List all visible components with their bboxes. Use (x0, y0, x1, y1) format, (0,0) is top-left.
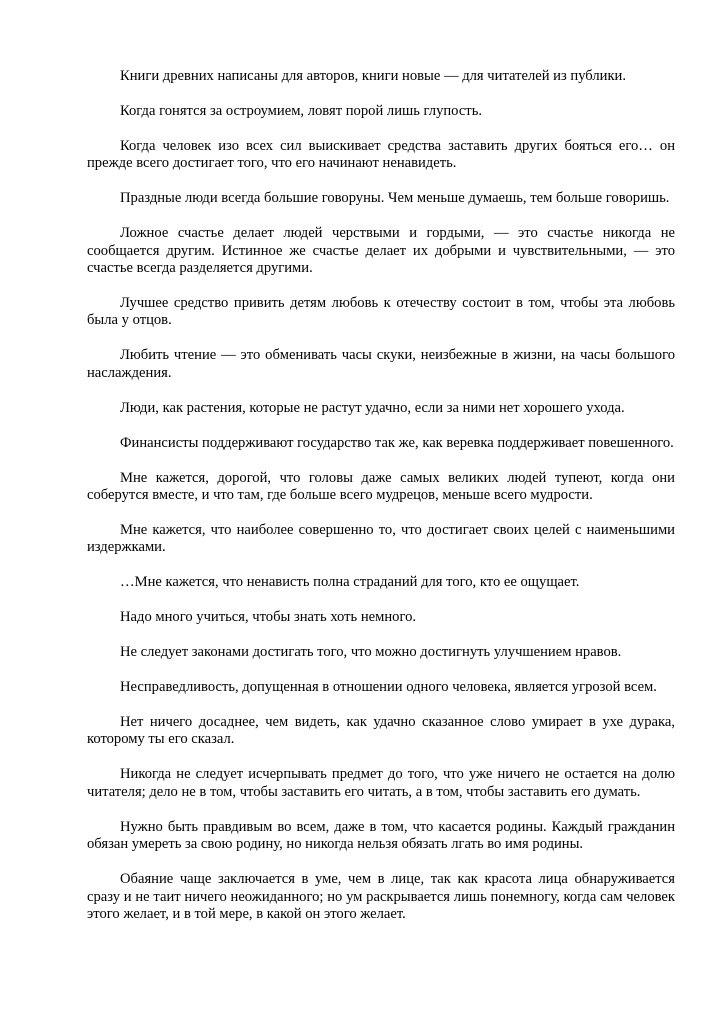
quote-paragraph: …Мне кажется, что ненависть полна страданий для того, кто ее ощущает. (120, 574, 580, 591)
quote-paragraph: Несправедливость, допущенная в отношении одного человека, является угрозой всем. (120, 678, 657, 695)
quote-paragraph: Когда гонятся за остроумием, ловят порой лишь глупость. (120, 102, 482, 119)
quote-paragraph: Лучшее средство привить детям любовь к отечеству состоит в том, чтобы эта любовь была у отцов. (87, 294, 675, 329)
quote-paragraph: Не следует законами достигать того, что можно достигнуть улучшением нравов. (120, 644, 622, 661)
quote-paragraph: Нужно быть правдивым во всем, даже в том, что касается родины. Каждый гражданин обязан умереть за свою родину, но никогда нельзя обязать лгать во имя родины. (87, 818, 675, 853)
quote-paragraph: Мне кажется, что наиболее совершенно то, что достигает своих целей с наименьшими издержками. (87, 521, 675, 556)
quote-paragraph: Ложное счастье делает людей черствыми и гордыми, — это счастье никогда не сообщается другим. Истинное же счастье делает их добрыми и чувствительными, — это счастье всегда разделяется другими. (87, 225, 675, 277)
quote-paragraph: Когда человек изо всех сил выискивает средства заставить других бояться его… он прежде всего достигает того, что его начинают ненавидеть. (87, 137, 675, 172)
quote-paragraph: Никогда не следует исчерпывать предмет до того, что уже ничего не остается на долю читателя; дело не в том, чтобы заставить его читать, а в том, чтобы заставить его думать. (87, 766, 675, 800)
quote-paragraph: Любить чтение — это обменивать часы скуки, неизбежные в жизни, на часы большого наслаждения. (87, 347, 675, 381)
quote-paragraph: Люди, как растения, которые не растут удачно, если за ними нет хорошего ухода. (120, 399, 625, 416)
quote-paragraph: Книги древних написаны для авторов, книги новые — для читателей из публики. (120, 68, 627, 84)
document-page (87, 68, 675, 941)
quote-paragraph: Мне кажется, дорогой, что головы даже самых великих людей тупеют, когда они соберутся вместе, и что там, где больше всего мудрецов, меньше всего мудрости. (87, 469, 675, 504)
quote-paragraph: Финансисты поддерживают государство так же, как веревка поддерживает повешенного. (120, 434, 674, 451)
quote-paragraph: Обаяние чаще заключается в уме, чем в лице, так как красота лица обнаруживается сразу и не таит ничего неожиданного; но ум раскрывается лишь понемногу, когда сам человек этого желает, и в той мере, в какой он этого желает. (87, 871, 675, 923)
quote-paragraph: Праздные люди всегда большие говоруны. Чем меньше думаешь, тем больше говоришь. (120, 190, 670, 207)
quote-paragraph: Нет ничего досаднее, чем видеть, как удачно сказанное слово умирает в ухе дурака, которому ты его сказал. (87, 713, 675, 748)
quote-paragraph: Надо много учиться, чтобы знать хоть немного. (120, 609, 417, 626)
